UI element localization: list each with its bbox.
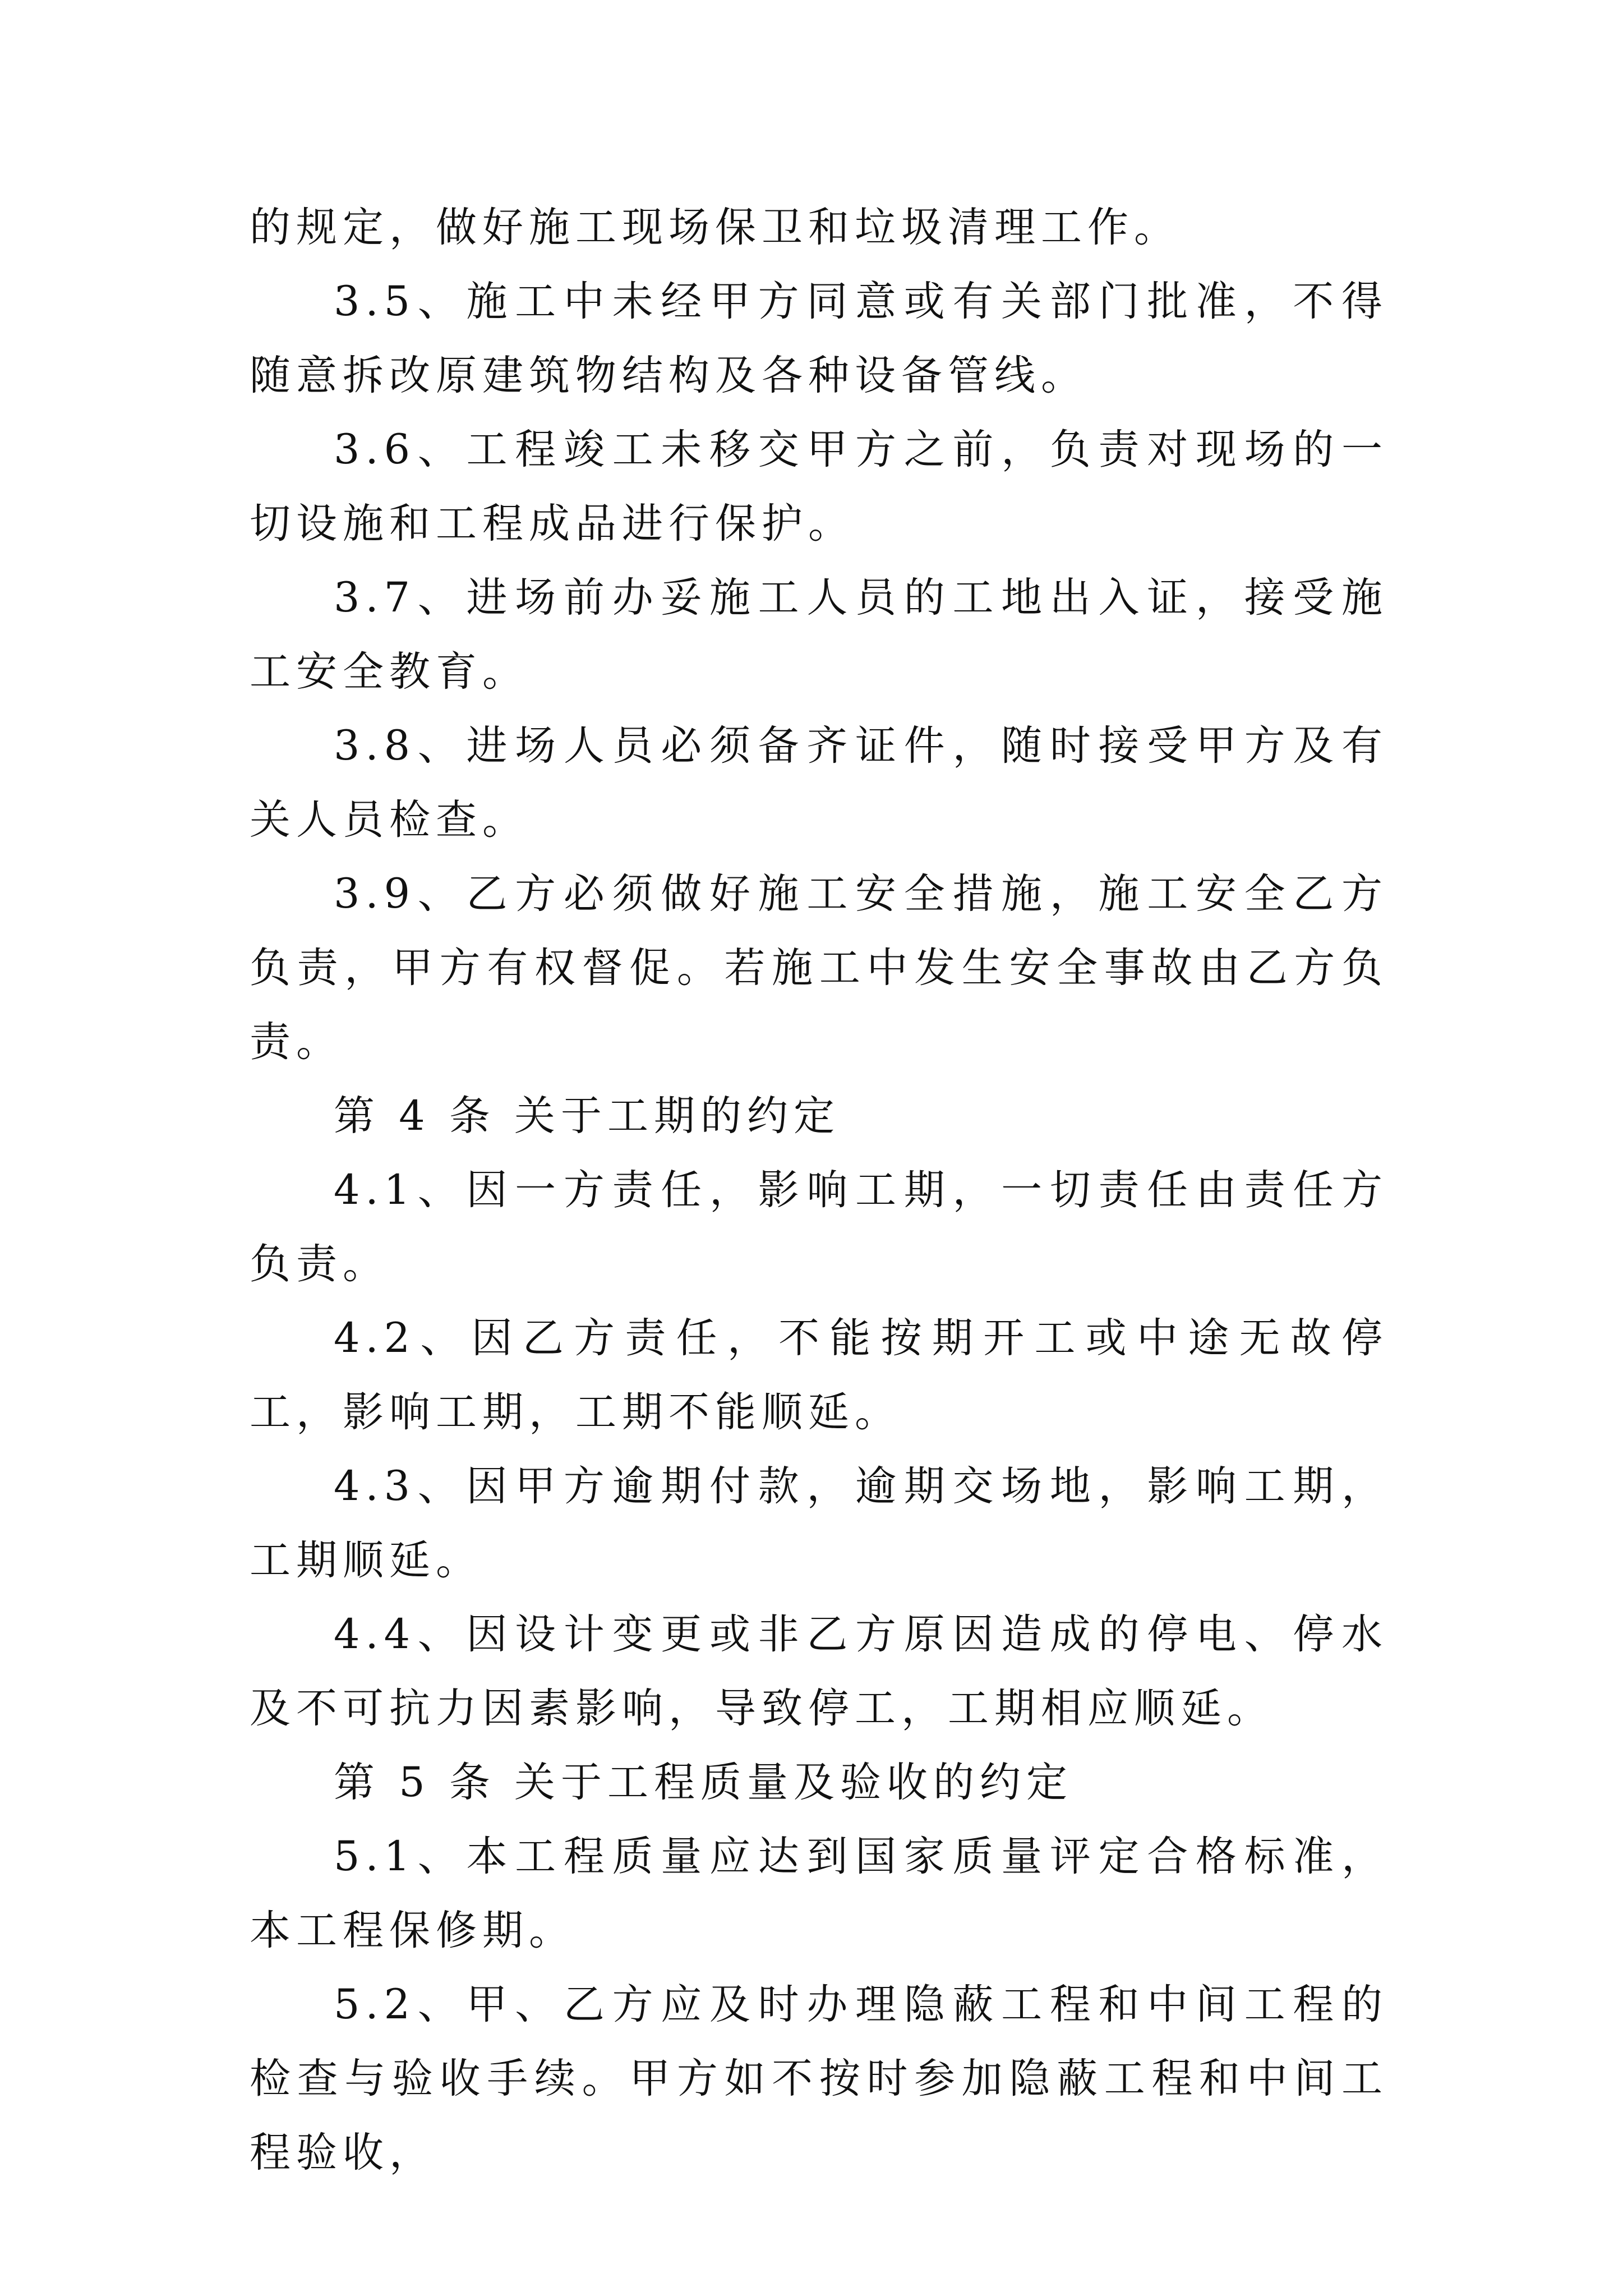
- clause-3-7: 3.7、进场前办妥施工人员的工地出入证，接受施工安全教育。: [250, 574, 1388, 696]
- clause-3-6: 3.6、工程竣工未移交甲方之前，负责对现场的一切设施和工程成品进行保护。: [250, 426, 1388, 547]
- clause-3-9: 3.9、乙方必须做好施工安全措施，施工安全乙方负责，甲方有权督促。若施工中发生安全事故由乙方负责。: [250, 870, 1388, 1066]
- clause-4-2: 4.2、因乙方责任，不能按期开工或中途无故停工，影响工期，工期不能顺延。: [250, 1314, 1388, 1436]
- clause-4-3: 4.3、因甲方逾期付款，逾期交场地，影响工期，工期顺延。: [250, 1462, 1388, 1584]
- clause-5-1: 5.1、本工程质量应达到国家质量评定合格标准，本工程保修期。: [250, 1833, 1388, 1954]
- paragraph-continuation: 的规定，做好施工现场保卫和垃圾清理工作。: [250, 204, 1181, 251]
- article-4-heading: 第 4 条 关于工期的约定: [334, 1092, 841, 1140]
- clause-5-2: 5.2、甲、乙方应及时办理隐蔽工程和中间工程的检查与验收手续。甲方如不按时参加隐蔽工程和中间工程验收，: [250, 1981, 1388, 2177]
- clause-4-4: 4.4、因设计变更或非乙方原因造成的停电、停水及不可抗力因素影响，导致停工，工期相应顺延。: [250, 1611, 1388, 1732]
- clause-3-8: 3.8、进场人员必须备齐证件，随时接受甲方及有关人员检查。: [250, 722, 1388, 844]
- clause-4-1: 4.1、因一方责任，影响工期，一切责任由责任方负责。: [250, 1166, 1388, 1288]
- contract-text: [250, 191, 1388, 2190]
- article-5-heading: 第 5 条 关于工程质量及验收的约定: [334, 1759, 1073, 1806]
- clause-3-5: 3.5、施工中未经甲方同意或有关部门批准，不得随意拆改原建筑物结构及各种设备管线。: [250, 278, 1388, 399]
